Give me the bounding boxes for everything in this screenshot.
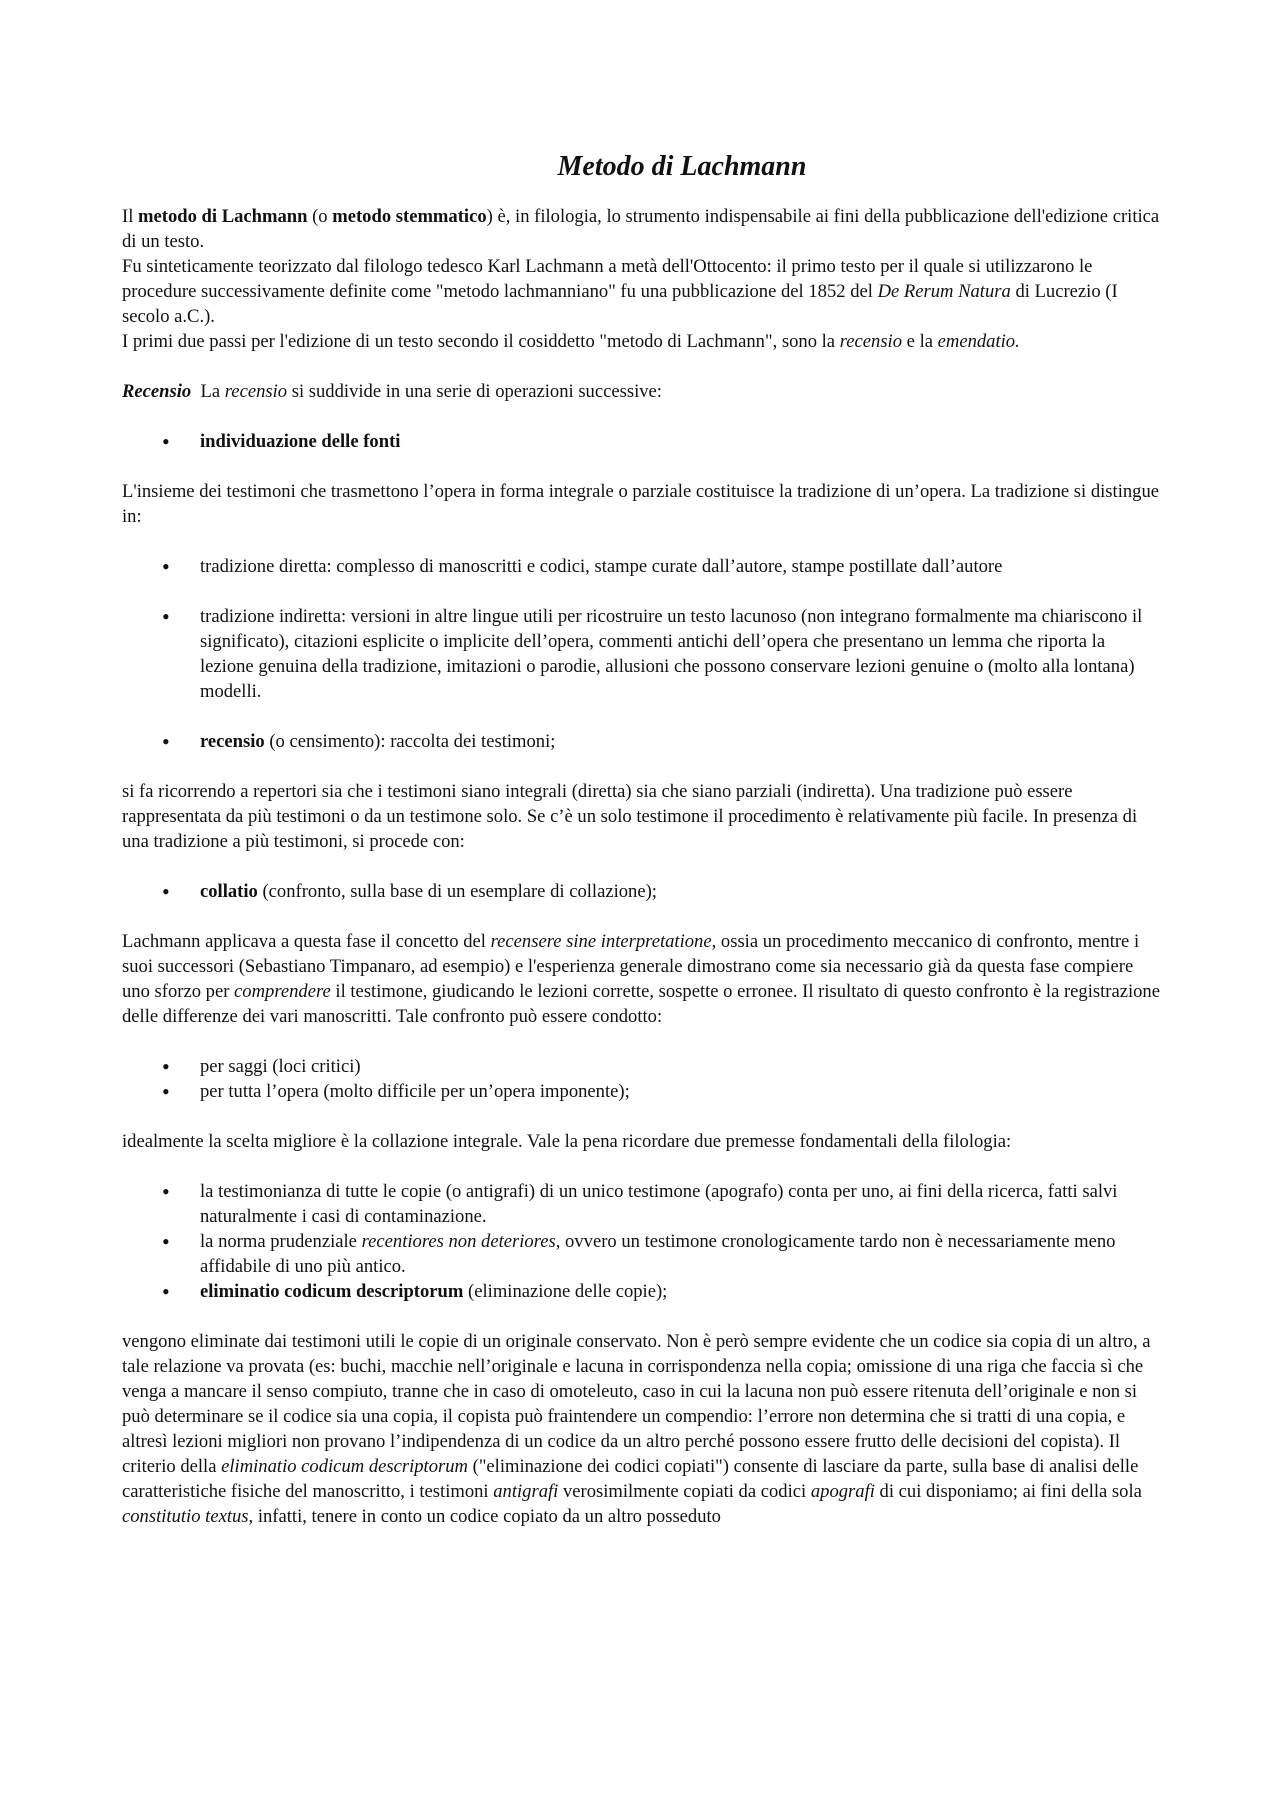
- term-eliminatio: eliminatio codicum descriptorum: [200, 1281, 464, 1302]
- repertori-paragraph: si fa ricorrendo a repertori sia che i testimoni siano integrali (diretta) sia che siano parziali (indiretta). Una tradizione può essere rappresentata da più testimoni o da un testimone solo. Se c’è un solo testimone il procedimento è relativamente più facile. In presenza di una tradizione a più testimoni, si procede con:: [122, 781, 1138, 852]
- steps-text: e la: [902, 331, 938, 352]
- term-recensio: recensio: [839, 331, 903, 352]
- idealmente-paragraph: idealmente la scelta migliore è la collazione integrale. Vale la pena ricordare due premesse fondamentali della filologia:: [122, 1131, 1012, 1152]
- bullet-text: (confronto, sulla base di un esemplare di collazione);: [257, 881, 657, 902]
- final-text: , infatti, tenere in conto un codice copiato da un altro posseduto: [248, 1506, 721, 1527]
- list-item: • la testimonianza di tutte le copie (o antigrafi) di un unico testimone (apografo) conta per uno, ai fini della ricerca, fatti salvi naturalmente i casi di contaminazione.: [122, 1179, 1162, 1229]
- bullet-list: [122, 1054, 1162, 1104]
- term-metodo-lachmann: metodo di Lachmann: [138, 206, 308, 227]
- page-title: Metodo di Lachmann: [557, 151, 807, 182]
- term-recensio: recensio: [224, 381, 288, 402]
- bullet-text: (o censimento): raccolta dei testimoni;: [264, 731, 556, 752]
- bullet-list: [122, 554, 1162, 579]
- list-item: • per tutta l’opera (molto difficile per un’opera imponente);: [122, 1079, 1162, 1104]
- bullet-list: [122, 604, 1162, 704]
- recensio-text: si suddivide in una serie di operazioni successive:: [287, 381, 662, 402]
- term-collatio: collatio: [200, 881, 258, 902]
- bullet-list: [122, 879, 1162, 904]
- list-item: • tradizione diretta: complesso di manoscritti e codici, stampe curate dall’autore, stampe postillate dall’autore: [122, 554, 1162, 579]
- final-text: vengono eliminate dai testimoni utili le copie di un originale conservato. Non è però sempre evidente che un codice sia copia di un altro, a tale relazione va provata (es: buchi, macchie nell’originale e lacuna in corrispondenza nella copia; omissione di una riga che faccia sì che venga a mancare il senso compiuto, tranne che in caso di omoteleuto, caso in cui la lacuna non può essere ritenuta dell’originale e non si può determinare se il codice sia una copia, il copista può fraintendere un compendio: l’errore non determina che si tratti di una copia, e altresì lezioni migliori non provano l’indipendenza di un codice da un altro perché possono essere frutto delle decisioni del copista). Il criterio della: [122, 1331, 1151, 1477]
- list-item: [122, 1279, 1162, 1304]
- bullet-list: [122, 1179, 1162, 1304]
- term-recensio: recensio: [200, 731, 265, 752]
- term-emendatio: emendatio.: [937, 331, 1020, 352]
- list-item: • tradizione indiretta: versioni in altre lingue utili per ricostruire un testo lacunoso (non integrano formalmente ma chiariscono il significato), citazioni esplicite o implicite dell’opera, commenti antichi dell’opera che presentano un lemma che riporta la lezione genuina della tradizione, imitazioni o parodie, allusioni che possono conservare lezioni genuine o (molto alla lontana) modelli.: [122, 604, 1162, 704]
- lachmann-paragraph: [122, 929, 1162, 1029]
- list-item: [122, 429, 1162, 454]
- list-item: • per saggi (loci critici): [122, 1054, 1162, 1079]
- final-text: verosimilmente copiati da codici: [558, 1481, 811, 1502]
- lachmann-text: Lachmann applicava a questa fase il concetto del: [122, 931, 491, 952]
- recensio-heading: [122, 379, 1162, 404]
- intro-text: Il: [122, 206, 139, 227]
- term-comprendere: comprendere: [234, 981, 331, 1002]
- tradizione-paragraph: L'insieme dei testimoni che trasmettono l’opera in forma integrale o parziale costituisce la tradizione di un’opera. La tradizione si distingue in:: [122, 481, 1160, 527]
- intro-text: (o: [307, 206, 333, 227]
- history-text: Fu sinteticamente teorizzato dal filologo tedesco Karl Lachmann a metà dell'Ottocento: il primo testo per il quale si utilizzarono le procedure successivamente definite come "metodo lachmanniano" fu una pubblicazione del 1852 del: [122, 256, 1093, 302]
- term-eliminatio: eliminatio codicum descriptorum: [221, 1456, 468, 1477]
- intro-text: ) è, in filologia, lo strumento indispensabile ai fini della pubblicazione dell'edizione critica di un testo.: [122, 206, 1160, 252]
- list-item: [122, 1229, 1162, 1279]
- history-paragraph: [122, 254, 1162, 329]
- recensio-label: Recensio: [122, 381, 192, 402]
- term-de-rerum-natura: De Rerum Natura: [877, 281, 1011, 302]
- recensio-text: La: [191, 381, 225, 402]
- final-paragraph: [122, 1329, 1162, 1529]
- bullet-text: (eliminazione delle copie);: [463, 1281, 668, 1302]
- lachmann-text: il testimone, giudicando le lezioni corrette, sospette o erronee. Il risultato di questo confronto è la registrazione delle differenze dei vari manoscritti. Tale confronto può essere condotto:: [122, 981, 1160, 1027]
- term-metodo-stemmatico: metodo stemmatico: [332, 206, 487, 227]
- history-text: di Lucrezio (I secolo a.C.).: [122, 281, 1118, 327]
- lachmann-text: , ossia un procedimento meccanico di confronto, mentre i suoi successori (Sebastiano Timpanaro, ad esempio) e l'esperienza generale dimostrano come sia necessario già da questa fase compiere uno sforzo per: [122, 931, 1140, 1002]
- final-text: ("eliminazione dei codici copiati") consente di lasciare da parte, sulla base di analisi delle caratteristiche fisiche del manoscritto, i testimoni: [122, 1456, 1139, 1502]
- term-recentiores: recentiores non deteriores: [361, 1231, 556, 1252]
- bullet-list: [122, 429, 1162, 454]
- bullet-fonti: individuazione delle fonti: [200, 431, 401, 452]
- bullet-text: la norma prudenziale: [200, 1231, 362, 1252]
- term-antigrafi: antigrafi: [493, 1481, 559, 1502]
- term-apografi: apografi: [810, 1481, 875, 1502]
- bullet-list: [122, 729, 1162, 754]
- list-item: [122, 879, 1162, 904]
- steps-paragraph: [122, 329, 1162, 354]
- document-body: [122, 150, 1162, 1529]
- term-constitutio: constitutio textus: [122, 1506, 249, 1527]
- term-recensere: recensere sine interpretatione: [490, 931, 712, 952]
- list-item: [122, 729, 1162, 754]
- steps-text: I primi due passi per l'edizione di un testo secondo il cosiddetto "metodo di Lachmann", sono la: [122, 331, 840, 352]
- intro-paragraph: [122, 204, 1162, 254]
- final-text: di cui disponiamo; ai fini della sola: [874, 1481, 1142, 1502]
- bullet-text: , ovvero un testimone cronologicamente tardo non è necessariamente meno affidabile di uno più antico.: [200, 1231, 1116, 1277]
